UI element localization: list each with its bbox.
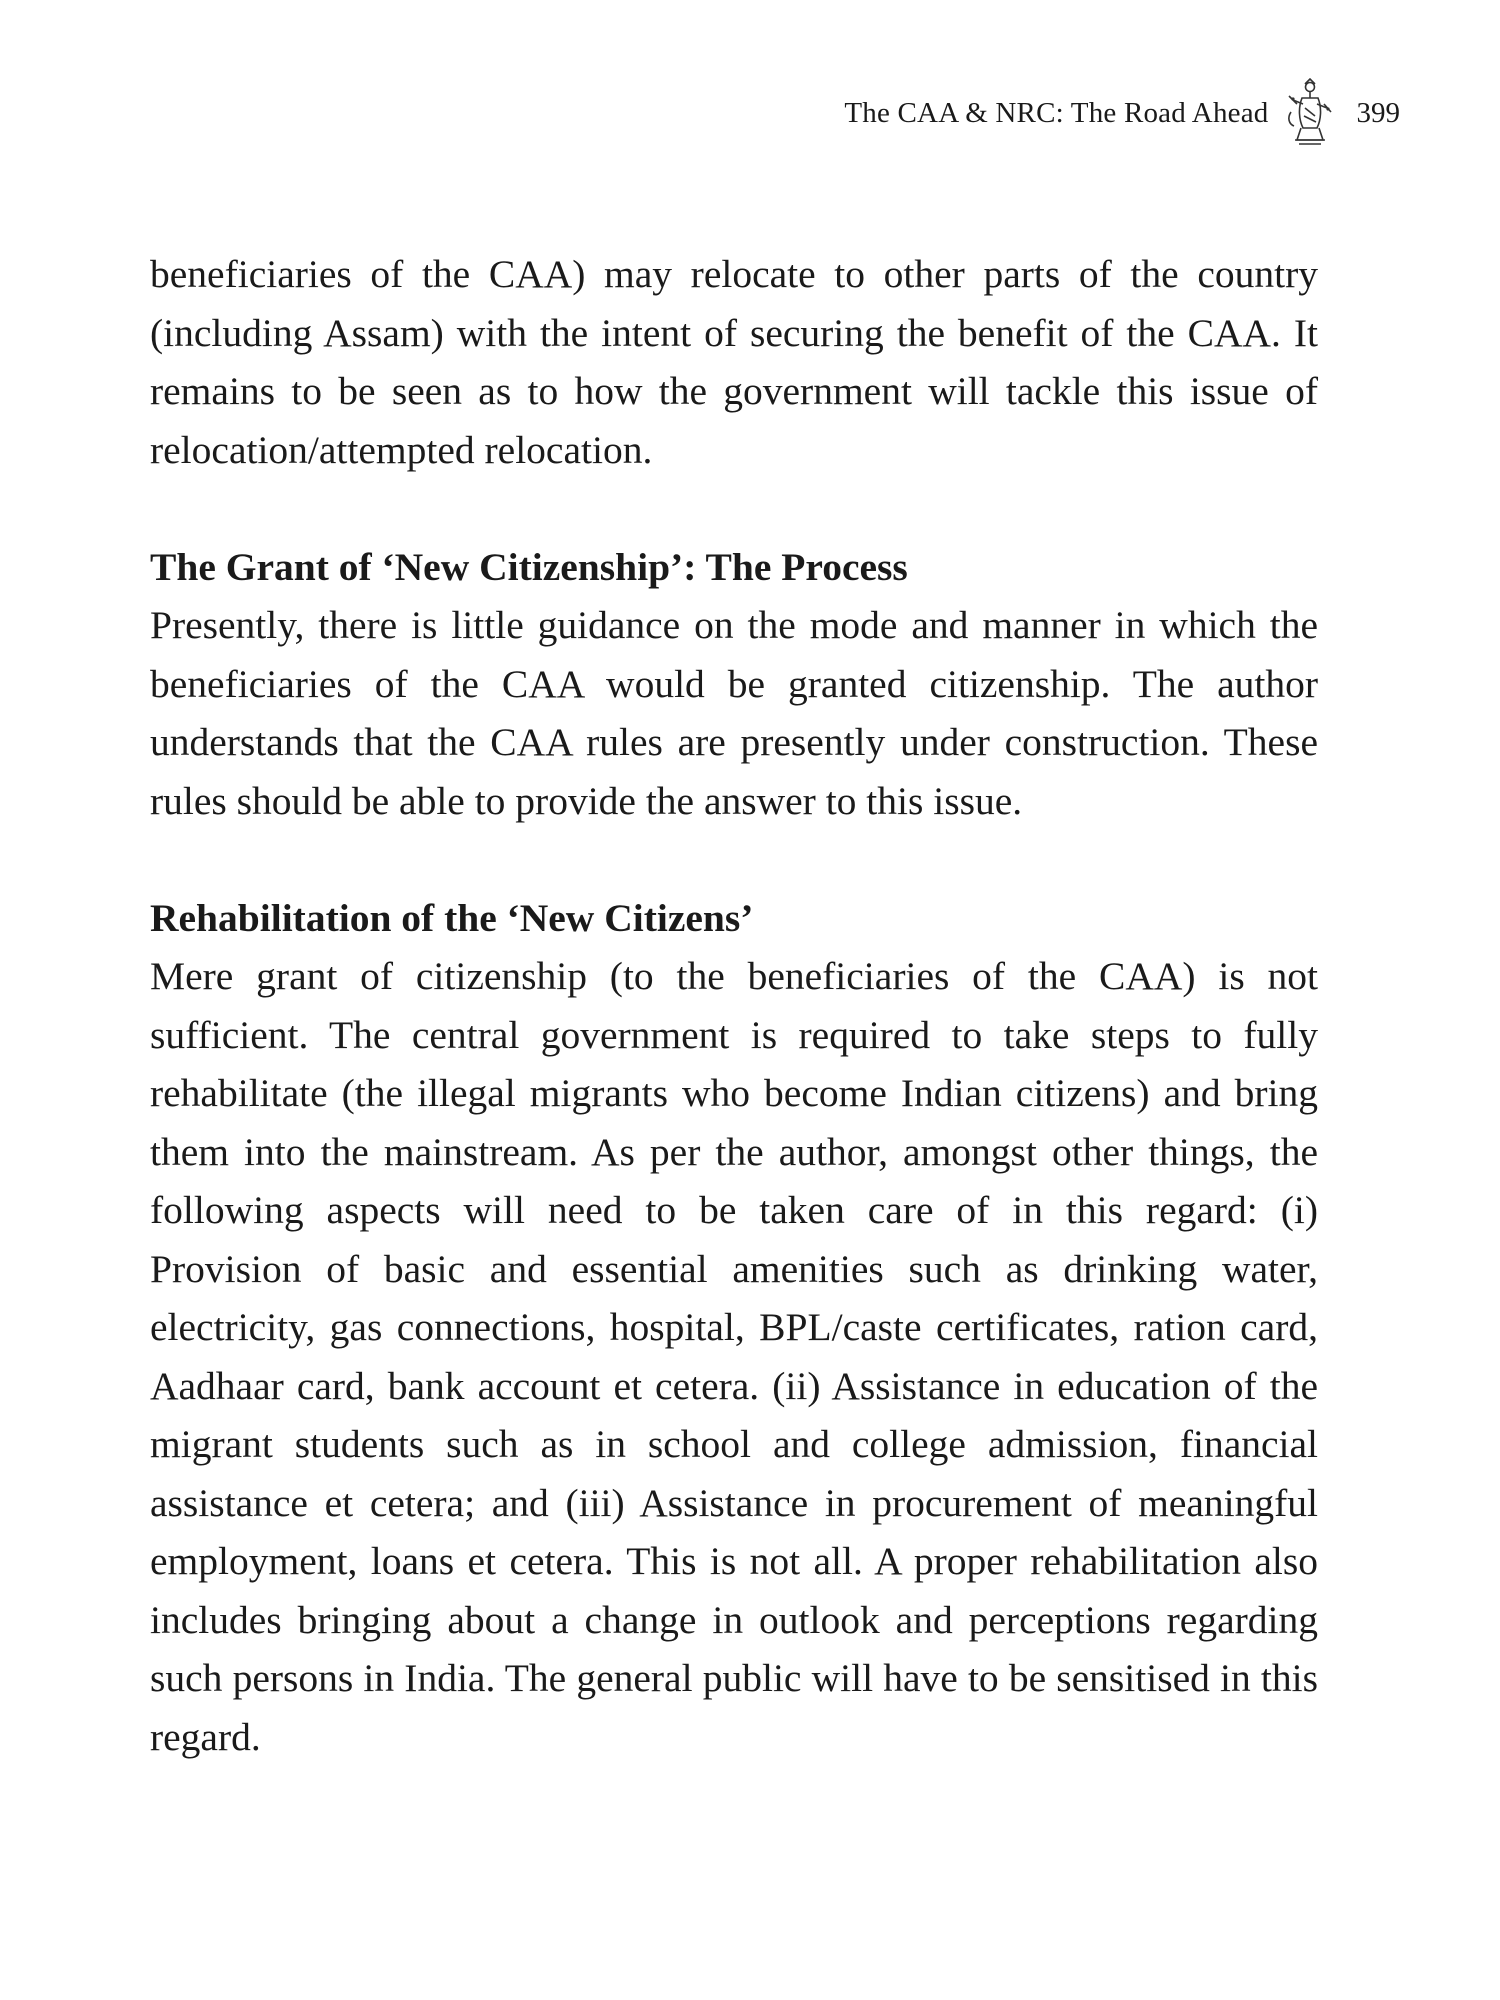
section-paragraph-grant-process: Presently, there is little guidance on the mode and manner in which the beneficiaries of the CAA would be granted citizenship. The author understands that the CAA rules are presently under construction. These rules should be able to provide the answer to this issue.: [150, 603, 1318, 823]
running-title: The CAA & NRC: The Road Ahead: [844, 96, 1269, 129]
page-number: 399: [1356, 96, 1400, 129]
running-header: [844, 78, 1400, 148]
statue-ornament-icon: [1283, 78, 1335, 148]
paragraph-spacer: [150, 479, 1318, 538]
section-heading-grant-process: The Grant of ‘New Citizenship’: The Process: [150, 544, 908, 589]
page-body: [150, 245, 1318, 1766]
paragraph-spacer: [150, 830, 1318, 889]
section-paragraph-rehabilitation: Mere grant of citizenship (to the beneficiaries of the CAA) is not sufficient. The central government is required to take steps to fully rehabilitate (the illegal migrants who become Indian citizens) and bring them into the mainstream. As per the author, amongst other things, the following aspects will need to be taken care of in this regard: (i) Provision of basic and essential amenities such as drinking water, electricity, gas connections, hospital, BPL/caste certificates, ration card, Aadhaar card, bank account et cetera. (ii) Assistance in education of the migrant students such as in school and college admission, financial assistance et cetera; and (iii) Assistance in procurement of meaningful employment, loans et cetera. This is not all. A proper rehabilitation also includes bringing about a change in outlook and perceptions regarding such persons in India. The general public will have to be sensitised in this regard.: [150, 954, 1318, 1759]
opening-paragraph: beneficiaries of the CAA) may relocate to other parts of the country (including Assam) with the intent of securing the benefit of the CAA. It remains to be seen as to how the government will tackle this issue of relocation/attempted relocation.: [150, 252, 1318, 472]
section-heading-rehabilitation: Rehabilitation of the ‘New Citizens’: [150, 895, 754, 940]
